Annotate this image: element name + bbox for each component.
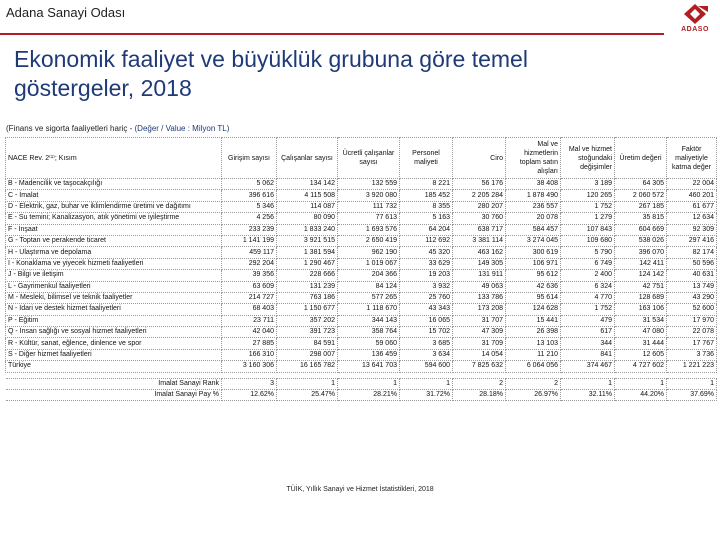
value-cell: 1 019 067 — [338, 258, 400, 269]
value-cell: 33 629 — [400, 258, 453, 269]
value-cell: 391 723 — [277, 327, 338, 338]
value-cell: 962 190 — [338, 247, 400, 258]
value-cell: 17 767 — [667, 338, 717, 349]
table-row — [6, 179, 717, 190]
value-cell: 12 605 — [615, 349, 667, 360]
value-cell: 267 185 — [615, 201, 667, 212]
value-cell: 3 274 045 — [506, 235, 561, 246]
rank-value: 3 — [222, 378, 277, 389]
sector-label: H - Ulaştırma ve depolama — [6, 247, 222, 258]
value-cell: 1 752 — [561, 304, 615, 315]
rank-value: 1 — [277, 378, 338, 389]
value-cell: 31 534 — [615, 315, 667, 326]
value-cell: 344 143 — [338, 315, 400, 326]
value-cell: 31 444 — [615, 338, 667, 349]
value-cell: 22 078 — [667, 327, 717, 338]
value-cell: 13 103 — [506, 338, 561, 349]
sector-label: G - Toptan ve perakende ticaret — [6, 235, 222, 246]
value-cell: 1 752 — [561, 201, 615, 212]
value-cell: 594 600 — [400, 361, 453, 372]
value-cell: 133 786 — [453, 292, 506, 303]
value-cell: 17 970 — [667, 315, 717, 326]
value-cell: 5 163 — [400, 213, 453, 224]
value-cell: 460 201 — [667, 190, 717, 201]
rank-value: 1 — [561, 378, 615, 389]
value-cell: 30 760 — [453, 213, 506, 224]
value-cell: 357 202 — [277, 315, 338, 326]
value-cell: 479 — [561, 315, 615, 326]
value-cell: 1 878 490 — [506, 190, 561, 201]
value-cell: 1 290 467 — [277, 258, 338, 269]
value-cell: 107 843 — [561, 224, 615, 235]
value-cell: 3 634 — [400, 349, 453, 360]
value-cell: 128 689 — [615, 292, 667, 303]
table-row — [6, 292, 717, 303]
value-cell: 6 324 — [561, 281, 615, 292]
value-cell: 50 596 — [667, 258, 717, 269]
value-cell: 52 600 — [667, 304, 717, 315]
value-cell: 131 911 — [453, 270, 506, 281]
table-row — [6, 224, 717, 235]
value-cell: 56 176 — [453, 179, 506, 190]
sector-label: C - İmalat — [6, 190, 222, 201]
value-cell: 134 142 — [277, 179, 338, 190]
value-cell: 106 971 — [506, 258, 561, 269]
rank-value: 37.69% — [667, 390, 717, 401]
value-cell: 2 400 — [561, 270, 615, 281]
org-name: Adana Sanayi Odası — [6, 5, 126, 20]
value-cell: 538 026 — [615, 235, 667, 246]
value-cell: 617 — [561, 327, 615, 338]
value-cell: 280 207 — [453, 201, 506, 212]
value-cell: 31 709 — [453, 338, 506, 349]
value-cell: 4 115 508 — [277, 190, 338, 201]
column-header: Faktör maliyetiyle katma değer — [667, 138, 717, 179]
table-row — [6, 201, 717, 212]
value-cell: 3 685 — [400, 338, 453, 349]
value-cell: 1 150 677 — [277, 304, 338, 315]
table-row — [6, 247, 717, 258]
table-header-row — [6, 138, 717, 179]
rank-value: 1 — [667, 378, 717, 389]
value-cell: 1 141 199 — [222, 235, 277, 246]
value-cell: 396 070 — [615, 247, 667, 258]
rank-value: 44.20% — [615, 390, 667, 401]
value-cell: 64 305 — [615, 179, 667, 190]
value-cell: 236 557 — [506, 201, 561, 212]
header-bar — [0, 0, 720, 36]
value-cell: 233 239 — [222, 224, 277, 235]
value-cell: 114 087 — [277, 201, 338, 212]
logo-text: ADASO — [681, 26, 709, 33]
value-cell: 19 203 — [400, 270, 453, 281]
value-cell: 3 736 — [667, 349, 717, 360]
value-cell: 604 669 — [615, 224, 667, 235]
value-cell: 173 208 — [453, 304, 506, 315]
value-cell: 577 265 — [338, 292, 400, 303]
value-cell: 2 205 284 — [453, 190, 506, 201]
table-subtitle — [6, 124, 229, 133]
value-cell: 8 221 — [400, 179, 453, 190]
rank-value: 31.72% — [400, 390, 453, 401]
value-cell: 1 693 576 — [338, 224, 400, 235]
value-cell: 344 — [561, 338, 615, 349]
source-note: TÜİK, Yıllık Sanayi ve Hizmet İstatistikleri, 2018 — [286, 486, 434, 493]
table-row — [6, 258, 717, 269]
rank-value: 12.62% — [222, 390, 277, 401]
value-cell: 77 613 — [338, 213, 400, 224]
value-cell: 47 309 — [453, 327, 506, 338]
sector-label: D - Elektrik, gaz, buhar ve iklimlendirme üretimi ve dağıtımı — [6, 201, 222, 212]
value-cell: 358 764 — [338, 327, 400, 338]
value-cell: 638 717 — [453, 224, 506, 235]
value-cell: 92 309 — [667, 224, 717, 235]
sector-label: E - Su temini; Kanalizasyon, atık yönetimi ve iyileştirme — [6, 213, 222, 224]
column-header: NACE Rev. 2⁽¹⁾; Kısım — [6, 138, 222, 179]
value-cell: 22 004 — [667, 179, 717, 190]
value-cell: 3 920 080 — [338, 190, 400, 201]
value-cell: 25 760 — [400, 292, 453, 303]
value-cell: 61 677 — [667, 201, 717, 212]
adaso-logo-icon — [674, 2, 716, 26]
value-cell: 112 692 — [400, 235, 453, 246]
sector-label: B - Madencilik ve taşocakçılığı — [6, 179, 222, 190]
value-cell: 42 636 — [506, 281, 561, 292]
sector-label: J - Bilgi ve iletişim — [6, 270, 222, 281]
indicators-table — [5, 137, 717, 401]
value-cell: 15 702 — [400, 327, 453, 338]
rank-label: İmalat Sanayi Rank — [6, 378, 222, 389]
column-header: Üretim değeri — [615, 138, 667, 179]
value-cell: 763 186 — [277, 292, 338, 303]
subtitle-unit: (Değer / Value : Milyon TL) — [134, 124, 230, 133]
value-cell: 43 290 — [667, 292, 717, 303]
value-cell: 228 666 — [277, 270, 338, 281]
value-cell: 6 064 056 — [506, 361, 561, 372]
value-cell: 4 727 602 — [615, 361, 667, 372]
value-cell: 124 142 — [615, 270, 667, 281]
value-cell: 13 641 703 — [338, 361, 400, 372]
value-cell: 5 790 — [561, 247, 615, 258]
value-cell: 16 165 782 — [277, 361, 338, 372]
value-cell: 2 060 572 — [615, 190, 667, 201]
value-cell: 584 457 — [506, 224, 561, 235]
value-cell: 64 204 — [400, 224, 453, 235]
sector-label: L - Gayrimenkul faaliyetleri — [6, 281, 222, 292]
value-cell: 80 090 — [277, 213, 338, 224]
value-cell: 95 612 — [506, 270, 561, 281]
value-cell: 13 749 — [667, 281, 717, 292]
value-cell: 214 727 — [222, 292, 277, 303]
sector-label: M - Mesleki, bilimsel ve teknik faaliyetler — [6, 292, 222, 303]
value-cell: 204 366 — [338, 270, 400, 281]
table-row — [6, 270, 717, 281]
value-cell: 6 749 — [561, 258, 615, 269]
table-row — [6, 315, 717, 326]
value-cell: 27 885 — [222, 338, 277, 349]
table-row — [6, 235, 717, 246]
value-cell: 38 408 — [506, 179, 561, 190]
sector-label: Q - İnsan sağlığı ve sosyal hizmet faaliyetleri — [6, 327, 222, 338]
value-cell: 7 825 632 — [453, 361, 506, 372]
value-cell: 132 559 — [338, 179, 400, 190]
column-header: Girişim sayısı — [222, 138, 277, 179]
sector-label: N - İdari ve destek hizmet faaliyetleri — [6, 304, 222, 315]
value-cell: 42 751 — [615, 281, 667, 292]
value-cell: 43 343 — [400, 304, 453, 315]
value-cell: 49 063 — [453, 281, 506, 292]
value-cell: 63 609 — [222, 281, 277, 292]
value-cell: 95 614 — [506, 292, 561, 303]
page-title: Ekonomik faaliyet ve büyüklük grubuna göre temel göstergeler, 2018 — [14, 46, 528, 101]
value-cell: 142 411 — [615, 258, 667, 269]
value-cell: 2 650 419 — [338, 235, 400, 246]
rank-value: 2 — [506, 378, 561, 389]
value-cell: 45 320 — [400, 247, 453, 258]
subtitle-main: (Finans ve sigorta faaliyetleri hariç - — [6, 124, 135, 133]
table-row — [6, 361, 717, 372]
value-cell: 26 398 — [506, 327, 561, 338]
table-row — [6, 190, 717, 201]
value-cell: 459 117 — [222, 247, 277, 258]
table-row — [6, 338, 717, 349]
value-cell: 5 062 — [222, 179, 277, 190]
rank-row — [6, 390, 717, 401]
value-cell: 3 921 515 — [277, 235, 338, 246]
value-cell: 841 — [561, 349, 615, 360]
sector-label: P - Eğitim — [6, 315, 222, 326]
value-cell: 68 403 — [222, 304, 277, 315]
sector-label: Türkiye — [6, 361, 222, 372]
column-header: Çalışanlar sayısı — [277, 138, 338, 179]
rank-row — [6, 378, 717, 389]
value-cell: 292 204 — [222, 258, 277, 269]
sector-label: S - Diğer hizmet faaliyetleri — [6, 349, 222, 360]
header-divider — [0, 33, 664, 35]
value-cell: 23 711 — [222, 315, 277, 326]
value-cell: 40 631 — [667, 270, 717, 281]
sector-label: R - Kültür, sanat, eğlence, dinlence ve spor — [6, 338, 222, 349]
value-cell: 39 356 — [222, 270, 277, 281]
value-cell: 3 381 114 — [453, 235, 506, 246]
column-header: Personel maliyeti — [400, 138, 453, 179]
rank-value: 28.18% — [453, 390, 506, 401]
value-cell: 297 416 — [667, 235, 717, 246]
value-cell: 4 256 — [222, 213, 277, 224]
value-cell: 1 118 670 — [338, 304, 400, 315]
value-cell: 163 106 — [615, 304, 667, 315]
table-row — [6, 327, 717, 338]
value-cell: 1 381 594 — [277, 247, 338, 258]
value-cell: 463 162 — [453, 247, 506, 258]
value-cell: 120 265 — [561, 190, 615, 201]
value-cell: 84 124 — [338, 281, 400, 292]
value-cell: 4 770 — [561, 292, 615, 303]
value-cell: 5 346 — [222, 201, 277, 212]
value-cell: 14 054 — [453, 349, 506, 360]
value-cell: 31 707 — [453, 315, 506, 326]
table-row — [6, 304, 717, 315]
rank-value: 26.97% — [506, 390, 561, 401]
value-cell: 11 210 — [506, 349, 561, 360]
rank-value: 32.11% — [561, 390, 615, 401]
rank-value: 1 — [338, 378, 400, 389]
value-cell: 374 467 — [561, 361, 615, 372]
value-cell: 396 616 — [222, 190, 277, 201]
value-cell: 166 310 — [222, 349, 277, 360]
value-cell: 1 279 — [561, 213, 615, 224]
rank-value: 28.21% — [338, 390, 400, 401]
value-cell: 20 078 — [506, 213, 561, 224]
sector-label: I - Konaklama ve yiyecek hizmeti faaliyetleri — [6, 258, 222, 269]
column-header: Mal ve hizmetlerin toplam satın alışları — [506, 138, 561, 179]
value-cell: 47 080 — [615, 327, 667, 338]
value-cell: 1 221 223 — [667, 361, 717, 372]
value-cell: 124 628 — [506, 304, 561, 315]
value-cell: 149 305 — [453, 258, 506, 269]
value-cell: 131 239 — [277, 281, 338, 292]
rank-label: İmalat Sanayi Pay % — [6, 390, 222, 401]
sector-label: F - İnşaat — [6, 224, 222, 235]
column-header: Mal ve hizmet stoğundaki değişimler — [561, 138, 615, 179]
value-cell: 16 065 — [400, 315, 453, 326]
value-cell: 111 732 — [338, 201, 400, 212]
table-row — [6, 281, 717, 292]
column-header: Ücretli çalışanlar sayısı — [338, 138, 400, 179]
rank-value: 2 — [453, 378, 506, 389]
value-cell: 1 833 240 — [277, 224, 338, 235]
value-cell: 8 355 — [400, 201, 453, 212]
rank-value: 1 — [615, 378, 667, 389]
value-cell: 185 452 — [400, 190, 453, 201]
value-cell: 3 932 — [400, 281, 453, 292]
table-row — [6, 213, 717, 224]
value-cell: 300 619 — [506, 247, 561, 258]
value-cell: 12 634 — [667, 213, 717, 224]
value-cell: 42 040 — [222, 327, 277, 338]
value-cell: 109 680 — [561, 235, 615, 246]
value-cell: 59 060 — [338, 338, 400, 349]
rank-value: 25.47% — [277, 390, 338, 401]
table-row — [6, 349, 717, 360]
value-cell: 35 815 — [615, 213, 667, 224]
value-cell: 3 189 — [561, 179, 615, 190]
value-cell: 15 441 — [506, 315, 561, 326]
value-cell: 136 459 — [338, 349, 400, 360]
value-cell: 82 174 — [667, 247, 717, 258]
value-cell: 84 591 — [277, 338, 338, 349]
rank-value: 1 — [400, 378, 453, 389]
value-cell: 3 160 306 — [222, 361, 277, 372]
adaso-logo — [674, 2, 716, 36]
column-header: Ciro — [453, 138, 506, 179]
value-cell: 298 007 — [277, 349, 338, 360]
